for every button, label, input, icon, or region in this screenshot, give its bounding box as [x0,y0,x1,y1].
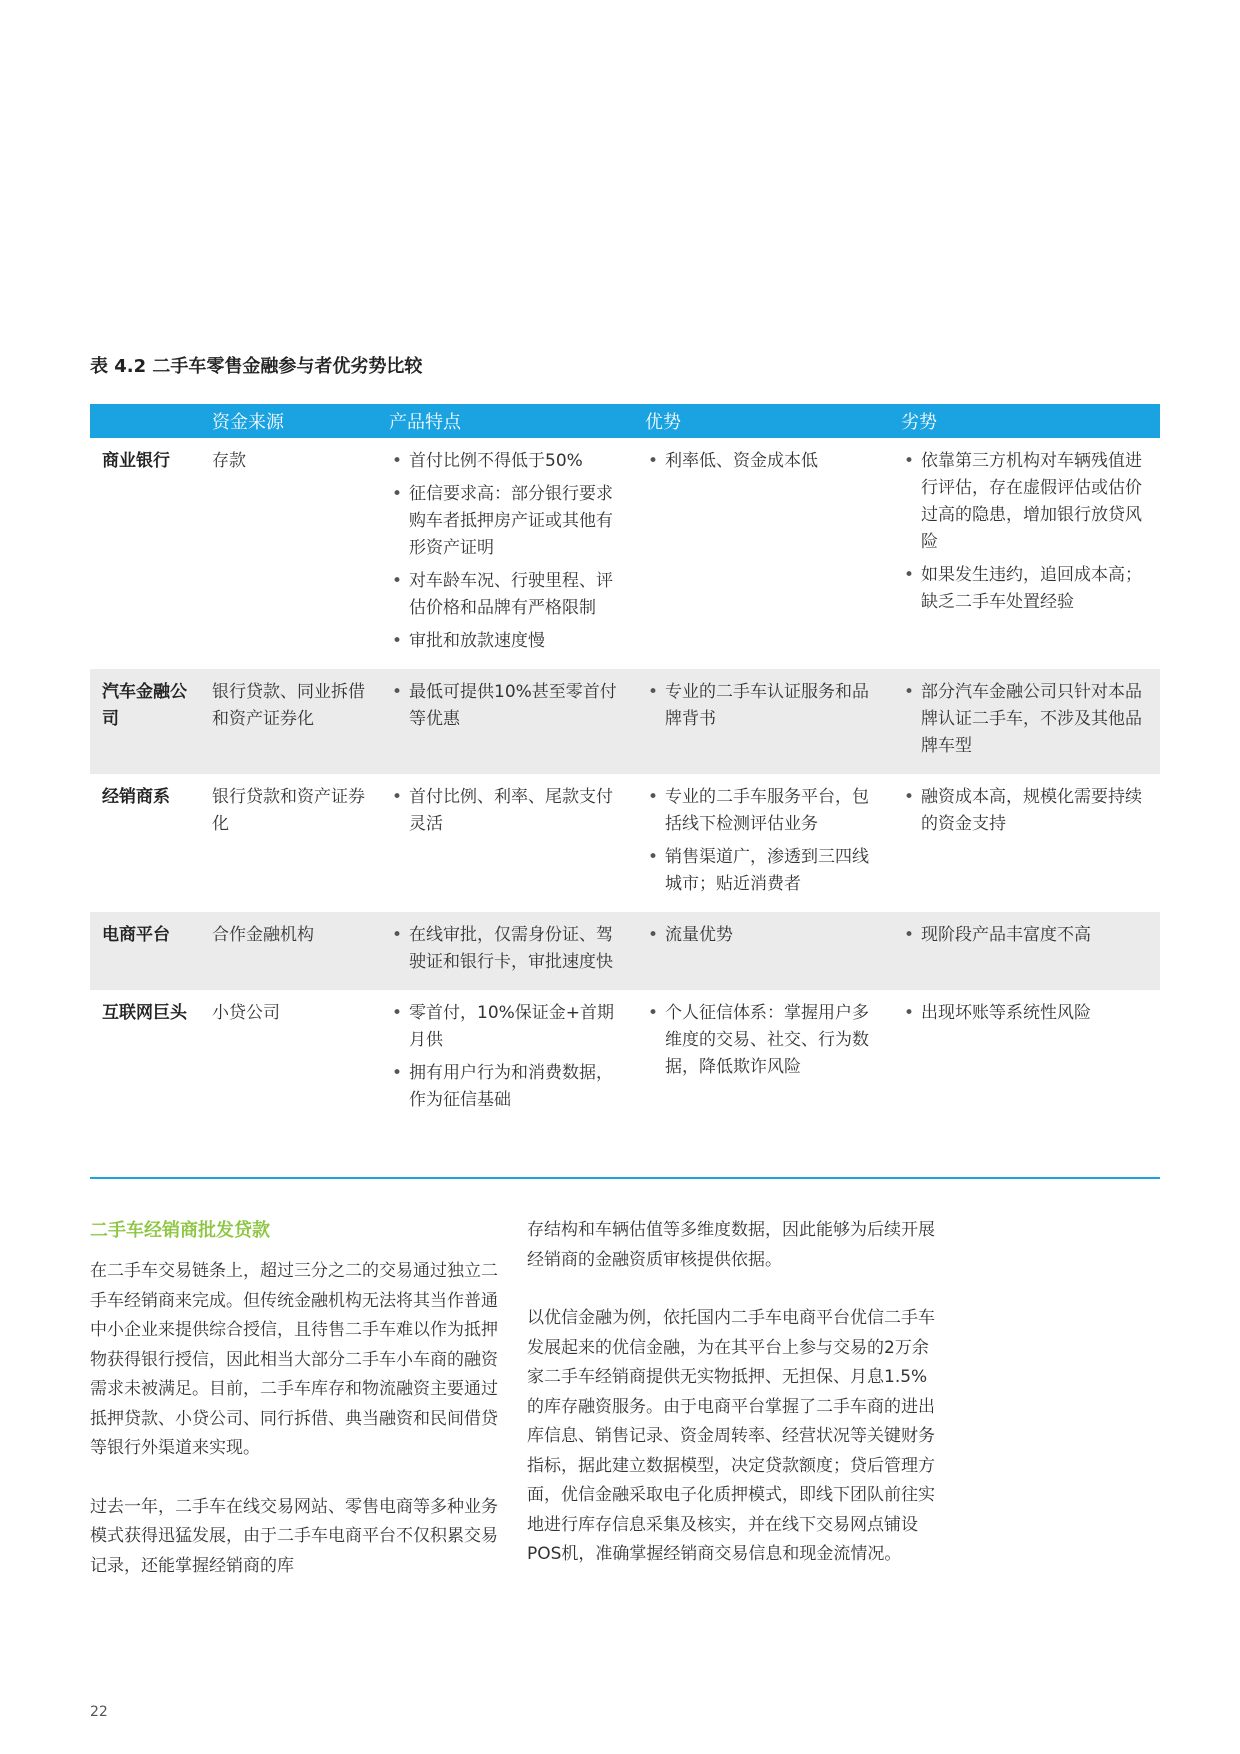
header-cell-disadvantages: 劣势 [901,412,937,433]
list-item: • 拥有用户行为和消费数据，作为征信基础 [391,1060,625,1114]
features-list [381,448,635,655]
table-bottom-rule [90,1177,1160,1179]
fund-source: 小贷公司 [212,1003,280,1023]
article-left-column [90,1216,502,1610]
list-item: • 首付比例不得低于50% [391,448,625,475]
header-cell-advantages: 优势 [645,412,681,433]
list-item: • 专业的二手车认证服务和品牌背书 [647,679,881,733]
table-row [90,912,1160,990]
table-row [90,438,1160,669]
disadvantages-list [893,784,1160,838]
list-item: • 利率低、资金成本低 [647,448,881,475]
advantages-list [637,922,891,949]
disadvantages-list [893,1000,1160,1027]
fund-source: 存款 [212,451,246,471]
table-row [90,990,1160,1128]
table-title: 表 4.2 二手车零售金融参与者优劣势比较 [90,356,423,377]
list-item: • 审批和放款速度慢 [391,628,625,655]
table-row [90,669,1160,774]
table-header-row [90,404,1160,438]
participant-name: 经销商系 [102,787,170,807]
list-item: • 零首付，10%保证金+首期月供 [391,1000,625,1054]
list-item: • 出现坏账等系统性风险 [903,1000,1150,1027]
advantages-list [637,1000,891,1081]
paragraph: 过去一年，二手车在线交易网站、零售电商等多种业务模式获得迅猛发展，由于二手车电商平台不仅积累交易记录，还能掌握经销商的库 [90,1496,498,1576]
paragraph: 在二手车交易链条上，超过三分之二的交易通过独立二手车经销商来完成。但传统金融机构无法将其当作普通中小企业来提供综合授信，且待售二手车难以作为抵押物获得银行授信，因此相当大部分二手车小车商的融资需求未被满足。目前，二手车库存和物流融资主要通过抵押贷款、小贷公司、同行拆借、典当融资和民间借贷等银行外渠道来实现。 [90,1261,498,1458]
advantages-list [637,784,891,898]
paragraph: 存结构和车辆估值等多维度数据，因此能够为后续开展经销商的金融资质审核提供依据。 [527,1220,935,1270]
list-item: • 融资成本高，规模化需要持续的资金支持 [903,784,1150,838]
list-item: • 依靠第三方机构对车辆残值进行评估，存在虚假评估或估价过高的隐患，增加银行放贷风险 [903,448,1150,556]
list-item: • 如果发生违约，追回成本高；缺乏二手车处置经验 [903,562,1150,616]
participant-name: 商业银行 [102,451,170,471]
list-item: • 销售渠道广，渗透到三四线城市；贴近消费者 [647,844,881,898]
list-item: • 在线审批，仅需身份证、驾驶证和银行卡，审批速度快 [391,922,625,976]
fund-source: 银行贷款、同业拆借和资产证券化 [212,682,365,729]
participant-name: 电商平台 [102,925,170,945]
list-item: • 对车龄车况、行驶里程、评估价格和品牌有严格限制 [391,568,625,622]
disadvantages-list [893,448,1160,616]
advantages-list [637,679,891,733]
list-item: • 征信要求高：部分银行要求购车者抵押房产证或其他有形资产证明 [391,481,625,562]
list-item: • 专业的二手车服务平台，包括线下检测评估业务 [647,784,881,838]
features-list [381,1000,635,1114]
article-right-column [527,1216,939,1599]
comparison-table [90,404,1160,1128]
participant-name: 互联网巨头 [102,1003,187,1023]
page-number: 22 [90,1704,108,1720]
disadvantages-list [893,922,1160,949]
participant-name: 汽车金融公司 [102,682,187,729]
section-heading: 二手车经销商批发贷款 [90,1220,270,1241]
list-item: • 首付比例、利率、尾款支付灵活 [391,784,625,838]
disadvantages-list [893,679,1160,760]
list-item: • 现阶段产品丰富度不高 [903,922,1150,949]
features-list [381,922,635,976]
paragraph: 以优信金融为例，依托国内二手车电商平台优信二手车发展起来的优信金融，为在其平台上参与交易的2万余家二手车经销商提供无实物抵押、无担保、月息1.5%的库存融资服务。由于电商平台掌握了二手车商的进出库信息、销售记录、资金周转率、经营状况等关键财务指标，据此建立数据模型，决定贷款额度；贷后管理方面，优信金融采取电子化质押模式，即线下团队前往实地进行库存信息采集及核实，并在线下交易网点铺设POS机，准确掌握经销商交易信息和现金流情况。 [527,1308,935,1564]
header-cell-features: 产品特点 [389,412,461,433]
list-item: • 流量优势 [647,922,881,949]
list-item: • 个人征信体系：掌握用户多维度的交易、社交、行为数据，降低欺诈风险 [647,1000,881,1081]
list-item: • 最低可提供10%甚至零首付等优惠 [391,679,625,733]
header-cell-source: 资金来源 [212,412,284,433]
table-row [90,774,1160,912]
fund-source: 合作金融机构 [212,925,314,945]
advantages-list [637,448,891,475]
features-list [381,679,635,733]
list-item: • 部分汽车金融公司只针对本品牌认证二手车，不涉及其他品牌车型 [903,679,1150,760]
fund-source: 银行贷款和资产证券化 [212,787,365,834]
features-list [381,784,635,838]
